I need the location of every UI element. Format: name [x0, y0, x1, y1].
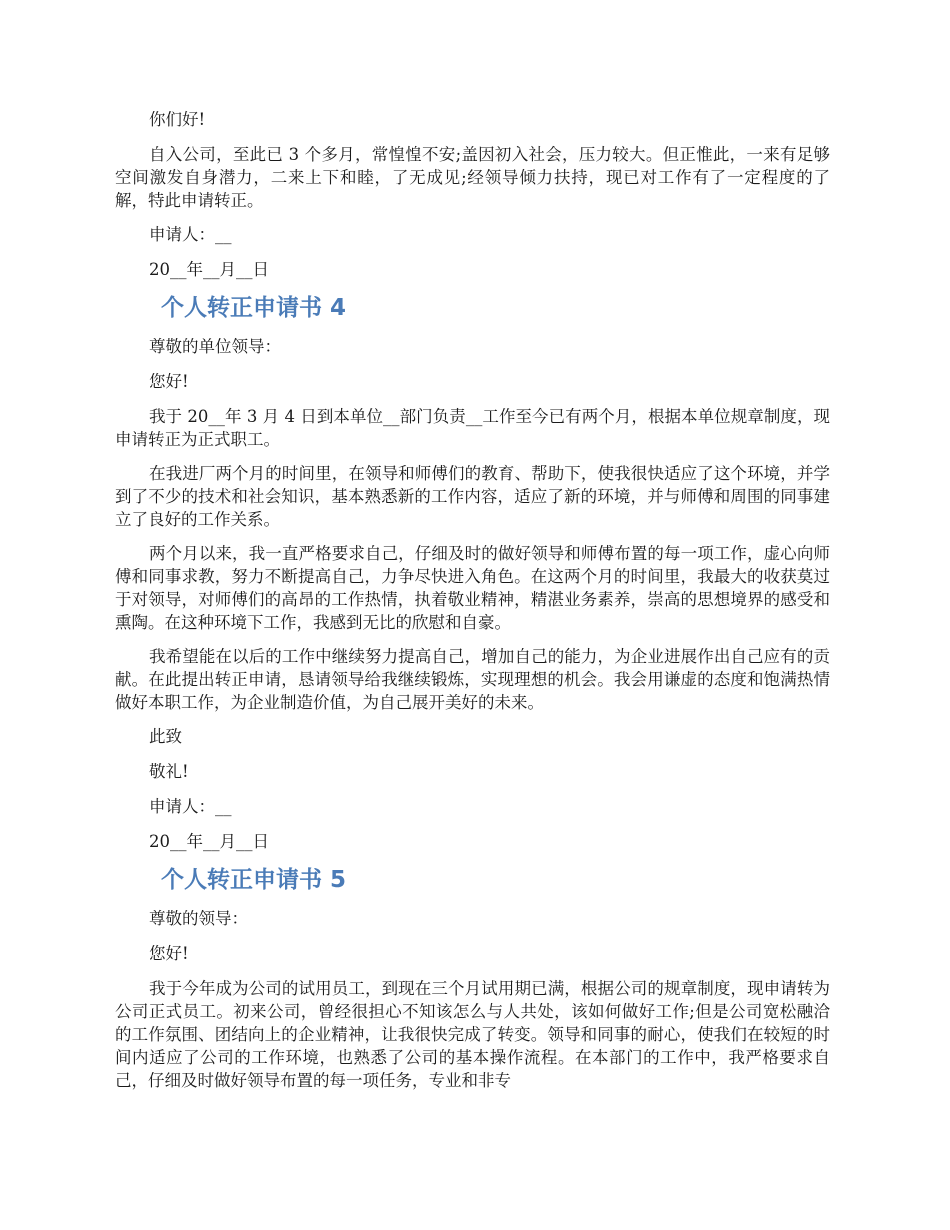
- salutation-text: 尊敬的领导：: [149, 909, 248, 928]
- salutation-text: 尊敬的单位领导：: [149, 337, 281, 356]
- closing-text: 此致: [149, 727, 182, 746]
- section-heading-4: 个人转正申请书 4: [161, 295, 347, 321]
- greeting-text: 你们好!: [149, 110, 206, 129]
- body-paragraph: 自入公司，至此已 3 个多月，常惶惶不安;盖因初入社会，压力较大。但正惟此，一来有足够空间激发自身潜力，二来上下和睦，了无成见;经领导倾力扶持，现已对工作有了一定程度的了解，特此申请转正。: [115, 145, 830, 210]
- body-paragraph: 两个月以来，我一直严格要求自己，仔细及时的做好领导和师傅布置的每一项工作，虚心向师傅和同事求教，努力不断提高自己，力争尽快进入角色。在这两个月的时间里，我最大的收获莫过于对领导，对师傅们的高昂的工作热情，执着敬业精神，精湛业务素养，崇高的思想境界的感受和熏陶。在这种环境下工作，我感到无比的欣慰和自豪。: [115, 544, 830, 632]
- body-paragraph: 我希望能在以后的工作中继续努力提高自己，增加自己的能力，为企业进展作出自己应有的贡献。在此提出转正申请，恳请领导给我继续锻炼，实现理想的机会。我会用谦虚的态度和饱满热情做好本职工作，为企业制造价值，为自己展开美好的未来。: [115, 647, 830, 712]
- greeting-text: 您好!: [149, 944, 189, 963]
- body-paragraph: 我于今年成为公司的试用员工，到现在三个月试用期已满，根据公司的规章制度，现申请转为公司正式员工。初来公司，曾经很担心不知该怎么与人共处，该如何做好工作;但是公司宽松融洽的工作氛围、团结向上的企业精神，让我很快完成了转变。领导和同事的耐心，使我们在较短的时间内适应了公司的工作环境，也熟悉了公司的基本操作流程。在本部门的工作中，我严格要求自己，仔细及时做好领导布置的每一项任务，专业和非专: [115, 979, 830, 1090]
- section-heading-5: 个人转正申请书 5: [161, 867, 347, 893]
- date-line: 20__年__月__日: [149, 260, 269, 279]
- body-paragraph: 我于 20__年 3 月 4 日到本单位__部门负责__工作至今已有两个月，根据本单位规章制度，现申请转正为正式职工。: [115, 407, 830, 449]
- date-line: 20__年__月__日: [149, 832, 269, 851]
- applicant-line: 申请人：__: [149, 797, 232, 816]
- closing-text: 敬礼!: [149, 762, 189, 781]
- greeting-text: 您好!: [149, 372, 189, 391]
- applicant-line: 申请人：__: [149, 225, 232, 244]
- body-paragraph: 在我进厂两个月的时间里，在领导和师傅们的教育、帮助下，使我很快适应了这个环境，并学到了不少的技术和社会知识，基本熟悉新的工作内容，适应了新的环境，并与师傅和周围的同事建立了良好的工作关系。: [115, 464, 830, 529]
